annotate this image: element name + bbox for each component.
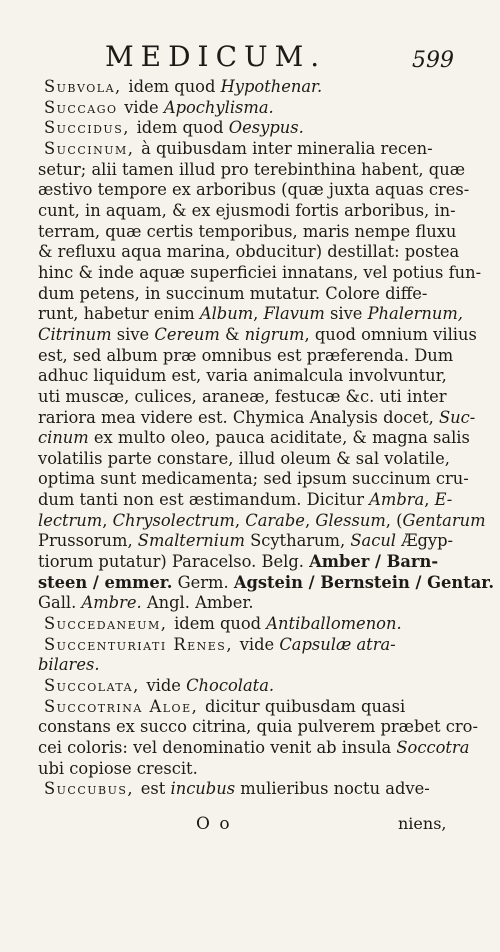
text-segment: Gall. <box>38 593 82 613</box>
text-line <box>38 449 468 470</box>
text-line <box>38 118 468 139</box>
italic-term: Hypothenar. <box>220 77 323 96</box>
italic-term: Soccotra <box>396 738 470 757</box>
italic-term: Sacul <box>350 531 397 551</box>
italic-term: Suc- <box>438 407 476 427</box>
text-line <box>38 531 468 552</box>
text-line <box>38 160 468 181</box>
text-line <box>38 697 468 718</box>
italic-term: E- <box>434 490 453 510</box>
blackletter-term: Amber / Barn- <box>309 552 439 572</box>
text-segment: , ( <box>385 510 403 530</box>
text-line <box>38 490 468 511</box>
text-line <box>38 738 468 759</box>
text-line <box>38 366 468 387</box>
italic-term: nigrum <box>244 324 305 344</box>
italic-term: Oesypus. <box>228 118 304 138</box>
text-line <box>38 779 468 800</box>
text-line <box>38 222 468 243</box>
text-segment: adhuc liquidum est, varia animalcula involvuntur, <box>38 366 447 386</box>
entry-headword: Subvola, <box>44 77 129 96</box>
text-line <box>38 304 468 325</box>
italic-term: Chrysolectrum <box>112 510 235 530</box>
italic-term: bilares. <box>38 655 100 675</box>
text-segment: setur; alii tamen illud pro terebinthina habent, quæ <box>38 159 465 179</box>
text-line <box>38 469 468 490</box>
text-segment: Scytharum, <box>244 531 351 551</box>
text-segment: sive <box>111 324 155 344</box>
text-segment: Angl. Amber. <box>141 593 254 613</box>
text-line <box>38 676 468 697</box>
italic-term: Cereum <box>154 324 220 344</box>
text-segment: terram, quæ certis temporibus, maris nempe fluxu <box>38 221 457 241</box>
italic-term: Phalernum, <box>367 304 463 324</box>
text-line <box>38 98 468 119</box>
text-line <box>38 284 468 305</box>
text-segment: dum tanti non est æstimandum. Dicitur <box>38 490 370 510</box>
text-line <box>38 346 468 367</box>
page-number: 599 <box>412 48 454 73</box>
text-segment: ex multo oleo, pauca aciditate, & magna salis <box>88 428 470 448</box>
text-segment: uti muscæ, culices, araneæ, festucæ &c. uti inter <box>38 386 447 406</box>
entry-headword: Succotrina Aloe, <box>44 696 205 716</box>
italic-term: Citrinum <box>38 324 112 344</box>
text-line <box>38 262 482 284</box>
text-line <box>38 77 468 98</box>
italic-term: Apochylisma. <box>163 97 274 117</box>
text-segment: vide <box>146 676 187 696</box>
text-segment: idem quod <box>128 77 221 96</box>
text-segment: volatilis parte constare, illud oleum & sal volatile, <box>38 448 450 468</box>
italic-term: lectrum <box>38 510 103 530</box>
text-line <box>38 635 468 656</box>
italic-term: Ambra <box>369 490 425 510</box>
page-footer <box>0 814 500 838</box>
text-segment: rariora mea videre est. Chymica Analysis docet, <box>38 407 439 427</box>
text-segment: & refluxu aqua marina, obducitur) destillat: postea <box>38 242 460 262</box>
text-segment: mulieribus noctu adve- <box>235 779 430 799</box>
text-segment: tiorum putatur) Paracelso. Belg. <box>38 552 310 572</box>
text-segment: Germ. <box>172 572 234 592</box>
italic-term: Antiballomenon. <box>266 614 402 634</box>
text-line <box>38 717 478 738</box>
entry-headword: Succubus, <box>44 779 141 799</box>
italic-term: Carabe <box>245 510 305 530</box>
text-line <box>38 180 468 201</box>
italic-term: Flavum <box>263 304 325 324</box>
italic-term: Glessum <box>315 510 386 530</box>
text-segment: & <box>219 324 245 344</box>
text-segment: æstivo tempore ex arboribus (quæ juxta aquas cres- <box>38 180 470 200</box>
italic-term: Album <box>199 304 254 324</box>
text-line <box>38 407 476 429</box>
text-line <box>38 614 468 635</box>
text-segment: runt, habetur enim <box>38 304 200 324</box>
text-line <box>38 655 468 676</box>
blackletter-term: steen / emmer. <box>38 572 173 592</box>
italic-term: Ambre. <box>81 593 142 613</box>
italic-term: Chocolata. <box>186 676 275 696</box>
text-segment: , quod omnium vilius <box>304 324 477 344</box>
text-line <box>38 324 477 346</box>
text-segment: Prussorum, <box>38 531 138 551</box>
text-line <box>38 572 495 594</box>
text-segment: est, sed album præ omnibus est præferenda. Dum <box>38 345 454 365</box>
text-line <box>38 201 468 222</box>
catchword: niens, <box>398 814 447 833</box>
text-segment: Ægyp- <box>396 531 454 551</box>
text-segment: constans ex succo citrina, quia pulverem præbet cro- <box>38 717 478 737</box>
text-segment: hinc & inde aquæ superficiei innatans, vel potius fun- <box>38 262 482 282</box>
text-segment: dum petens, in succinum mutatur. Colore diffe- <box>38 283 428 303</box>
text-segment: , <box>424 490 435 510</box>
text-segment: dicitur quibusdam quasi <box>204 696 406 716</box>
italic-term: incubus <box>170 779 236 799</box>
entry-headword: Succidus, <box>44 118 137 138</box>
page-header <box>0 40 500 74</box>
text-segment: , <box>304 510 316 530</box>
text-segment: vide <box>239 634 280 654</box>
text-segment: , <box>253 304 264 324</box>
text-segment: cei coloris: vel denominatio venit ab insula <box>38 738 397 757</box>
text-line <box>38 759 468 780</box>
text-segment: optima sunt medicamenta; sed ipsum succinum cru- <box>38 469 469 489</box>
text-segment: est <box>140 779 171 799</box>
text-segment: vide <box>124 97 164 117</box>
text-line <box>38 387 468 408</box>
text-segment: idem quod <box>174 614 267 634</box>
text-line <box>38 428 468 449</box>
text-segment: ubi copiose crescit. <box>38 758 198 778</box>
blackletter-term: Agstein / Bernstein / Gentar. <box>233 572 495 592</box>
running-head: MEDICUM. <box>105 40 327 73</box>
italic-term: Capsulæ atra- <box>279 634 396 654</box>
text-segment: à quibusdam inter mineralia recen- <box>141 138 433 158</box>
text-segment: idem quod <box>136 118 229 138</box>
text-segment: , <box>102 510 113 530</box>
text-segment: sive <box>324 304 368 324</box>
text-line <box>38 510 486 532</box>
entry-headword: Succolata, <box>44 676 147 696</box>
entry-headword: Succago <box>44 97 125 117</box>
italic-term: cinum <box>38 428 89 448</box>
text-line <box>38 593 468 614</box>
signature-mark: O o <box>196 814 232 834</box>
text-segment: , <box>234 510 246 530</box>
text-line <box>38 552 468 573</box>
entry-headword: Succedaneum, <box>44 614 175 634</box>
entry-headword: Succenturiati Renes, <box>44 634 240 654</box>
entry-headword: Succinum, <box>44 138 142 158</box>
italic-term: Smalternium <box>137 531 245 551</box>
dictionary-entries <box>38 77 495 800</box>
text-segment: cunt, in aquam, & ex ejusmodi fortis arboribus, in- <box>38 200 456 220</box>
text-line <box>38 242 468 263</box>
text-line <box>38 139 468 160</box>
italic-term: Gentarum <box>402 510 486 530</box>
